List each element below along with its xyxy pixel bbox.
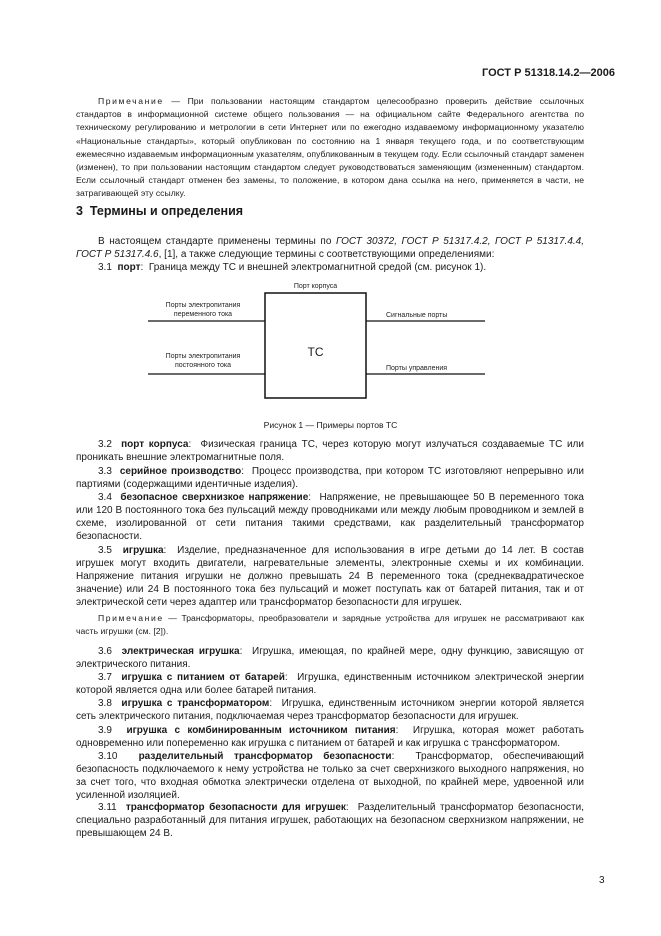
intro-references: ГОСТ 30372, ГОСТ Р 51317.4.2, ГОСТ Р 51317.4.4, ГОСТ Р 51317.4.6 <box>76 236 584 261</box>
term-number: 3.4 <box>98 492 112 503</box>
term-name: игрушка <box>122 545 164 556</box>
term-3-5: 3.5 игрушка: Изделие, предназначенное для использования в игре детьми до 14 лет. В состав игрушек могут входить двигатели, нагревательные элементы, электронные схемы и их комбинации. Напряжение питания игрушки не должно превышать 24 В переменного тока (среднеквадратическое значение) или 24 В постоянного тока без пульсаций и может поступать как от батарей питания, так и от электрической сети через адаптер или трансформатор безопасности для игрушек. <box>76 545 584 609</box>
term-number: 3.1 <box>98 262 112 273</box>
term-definition: Разделительный трансформатор безопасности, специально разработанный для питания игрушек, работающих на безопасном сверхнизком напряжении, не превышающем 24 В. <box>76 802 584 840</box>
term-name: игрушка с питанием от батарей <box>121 672 285 683</box>
term-number: 3.6 <box>98 646 112 657</box>
control-ports-label: Порты управления <box>386 365 448 372</box>
term-number: 3.8 <box>98 698 112 709</box>
term-name: игрушка с трансформатором <box>121 698 270 709</box>
term-3-2: 3.2 порт корпуса: Физическая граница ТС, через которую могут излучаться создаваемые ТС или проникать внешние электромагнитные поля. <box>76 439 584 464</box>
term-definition: Граница между ТС и внешней электромагнитной средой (см. рисунок 1). <box>148 262 487 273</box>
term-definition: Физическая граница ТС, через которую могут излучаться создаваемые ТС или проникать внешние электромагнитные поля. <box>76 439 584 464</box>
enclosure-port-label: Порт корпуса <box>293 283 338 290</box>
term-3-7: 3.7 игрушка с питанием от батарей: Игрушка, единственным источником электрической энергии которой является одна или более батарей питания. <box>76 672 585 697</box>
term-3-11: 3.11 трансформатор безопасности для игрушек: Разделительный трансформатор безопасности, специально разработанный для питания игрушек, работающих на безопасном сверхнизком напряжении, не превышающем 24 В. <box>76 802 584 840</box>
term-number: 3.7 <box>98 672 112 683</box>
dc-power-port-label: Порты электропитания постоянного тока <box>165 353 241 369</box>
term-name: порт <box>117 262 141 273</box>
term-name: безопасное сверхнизкое напряжение <box>120 492 309 503</box>
term-definition: Игрушка, единственным источником энергии которой является сеть электрического питания, подключаемая через трансформатор безопасности для игрушек. <box>76 698 584 723</box>
term-3-4: 3.4 безопасное сверхнизкое напряжение: Напряжение, не превышающее 50 В переменного тока или 120 В постоянного тока без пульсаций между проводниками или между любым проводником и землей в схеме, изолированной от сети питания такими средствами, как разделительный трансформатор безопасности. <box>76 492 584 543</box>
term-definition: Напряжение, не превышающее 50 В переменного тока или 120 В постоянного тока без пульсаций между проводниками или между любым проводником и землей в схеме, изолированной от сети питания такими средствами, как разделительный трансформатор безопасности. <box>76 492 584 543</box>
term-number: 3.5 <box>98 545 112 556</box>
term-number: 3.9 <box>98 725 112 736</box>
signal-ports-label: Сигнальные порты <box>386 312 448 319</box>
term-definition: Процесс производства, при котором ТС изготовляют непрерывно или партиями (содержащими идентичные изделия). <box>76 466 585 491</box>
term-3-3: 3.3 серийное производство: Процесс производства, при котором ТС изготовляют непрерывно или партиями (содержащими идентичные изделия). <box>76 466 585 491</box>
note-text: — При пользовании настоящим стандартом целесообразно проверить действие ссылочных стандартов в информационной системе общего пользования — на официальном сайте Федерального агентства по техническому регулированию и метрологии в сети Интернет или по ежегодно издаваемому информационному указателю «Национальные стандарты», который опубликован по состоянию на 1 января текущего года, и по соответствующим ежемесячно издаваемым информационным указателям, опубликованным в текущем году. Если ссылочный стандарт заменен (изменен), то при пользовании настоящим стандартом следует руководствоваться заменяющим (измененным) стандартом. Если ссылочный стандарт отменен без замены, то положение, в котором дана ссылка на него, применяется в части, не затрагивающей эту ссылку. <box>76 96 584 199</box>
term-definition: Игрушка, которая может работать одновременно или попеременно как игрушка с питанием от батарей и как игрушка с трансформатором. <box>76 725 585 750</box>
section-number: 3 <box>76 204 83 218</box>
page-number: 3 <box>599 875 605 886</box>
term-name: серийное производство <box>119 466 242 477</box>
term-3-9: 3.9 игрушка с комбинированным источником питания: Игрушка, которая может работать одновременно или попеременно как игрушка с питанием от батарей и как игрушка с трансформатором. <box>76 725 585 750</box>
term-definition: Игрушка, единственным источником электрической энергии которой является одна или более батарей питания. <box>76 672 585 697</box>
term-name: электрическая игрушка <box>121 646 240 657</box>
term-3-10: 3.10 разделительный трансформатор безопасности: Трансформатор, обеспечивающий безопасность подключаемого к нему устройства не только за счет сверхнизкого выходного напряжения, но за счет того, что входная обмотка электрически отделена от выходной, по крайней мере, удвоенной или усиленной изоляцией. <box>76 751 585 802</box>
intro-text: В настоящем стандарте применены термины по <box>98 236 336 247</box>
term-definition: Трансформатор, обеспечивающий безопасность подключаемого к нему устройства не только за счет сверхнизкого выходного напряжения, но за счет того, что входная обмотка электрически отделена от выходной, по крайней мере, удвоенной или усиленной изоляцией. <box>76 751 585 802</box>
note-label: Примечание <box>98 613 164 623</box>
term-name: игрушка с комбинированным источником питания <box>126 725 396 736</box>
note-label: Примечание <box>98 96 164 106</box>
term-name: порт корпуса <box>121 439 189 450</box>
term-3-8: 3.8 игрушка с трансформатором: Игрушка, единственным источником энергии которой является сеть электрического питания, подключаемая через трансформатор безопасности для игрушек. <box>76 698 584 723</box>
section-title: Термины и определения <box>89 204 244 218</box>
term-name: разделительный трансформатор безопасности <box>138 751 392 762</box>
document-code: ГОСТ Р 51318.14.2—2006 <box>481 67 615 79</box>
term-number: 3.2 <box>98 439 112 450</box>
term-name: трансформатор безопасности для игрушек <box>125 802 346 813</box>
term-definition: Игрушка, имеющая, по крайней мере, одну функцию, зависящую от электрического питания. <box>76 646 584 671</box>
term-3-1: 3.1 порт: Граница между ТС и внешней электромагнитной средой (см. рисунок 1). <box>98 262 487 273</box>
term-3-6: 3.6 электрическая игрушка: Игрушка, имеющая, по крайней мере, одну функцию, зависящую от электрического питания. <box>76 646 584 671</box>
note-toys <box>76 612 584 638</box>
figure-caption: Рисунок 1 — Примеры портов ТС <box>263 420 398 430</box>
term-number: 3.11 <box>98 802 117 813</box>
term-number: 3.10 <box>98 751 118 762</box>
note-text: — Трансформаторы, преобразователи и зарядные устройства для игрушек не рассматривают как часть игрушки (см. [2]). <box>76 613 584 637</box>
intro-text-end: , [1], а также следующие термины с соответствующими определениями: <box>158 249 495 261</box>
term-number: 3.3 <box>98 466 112 477</box>
ac-power-port-label: Порты электропитания переменного тока <box>165 302 241 318</box>
term-definition: Изделие, предназначенное для использования в игре детьми до 14 лет. В состав игрушек могут входить двигатели, нагревательные элементы, электронные схемы и их комбинации. Напряжение питания игрушки не должно превышать 24 В переменного тока (среднеквадратическое значение) или 24 В постоянного тока без пульсаций и может поступать как от батарей питания, так и от электрической сети через адаптер или трансформатор безопасности для игрушек. <box>76 545 584 609</box>
equipment-label: ТС <box>307 345 324 359</box>
